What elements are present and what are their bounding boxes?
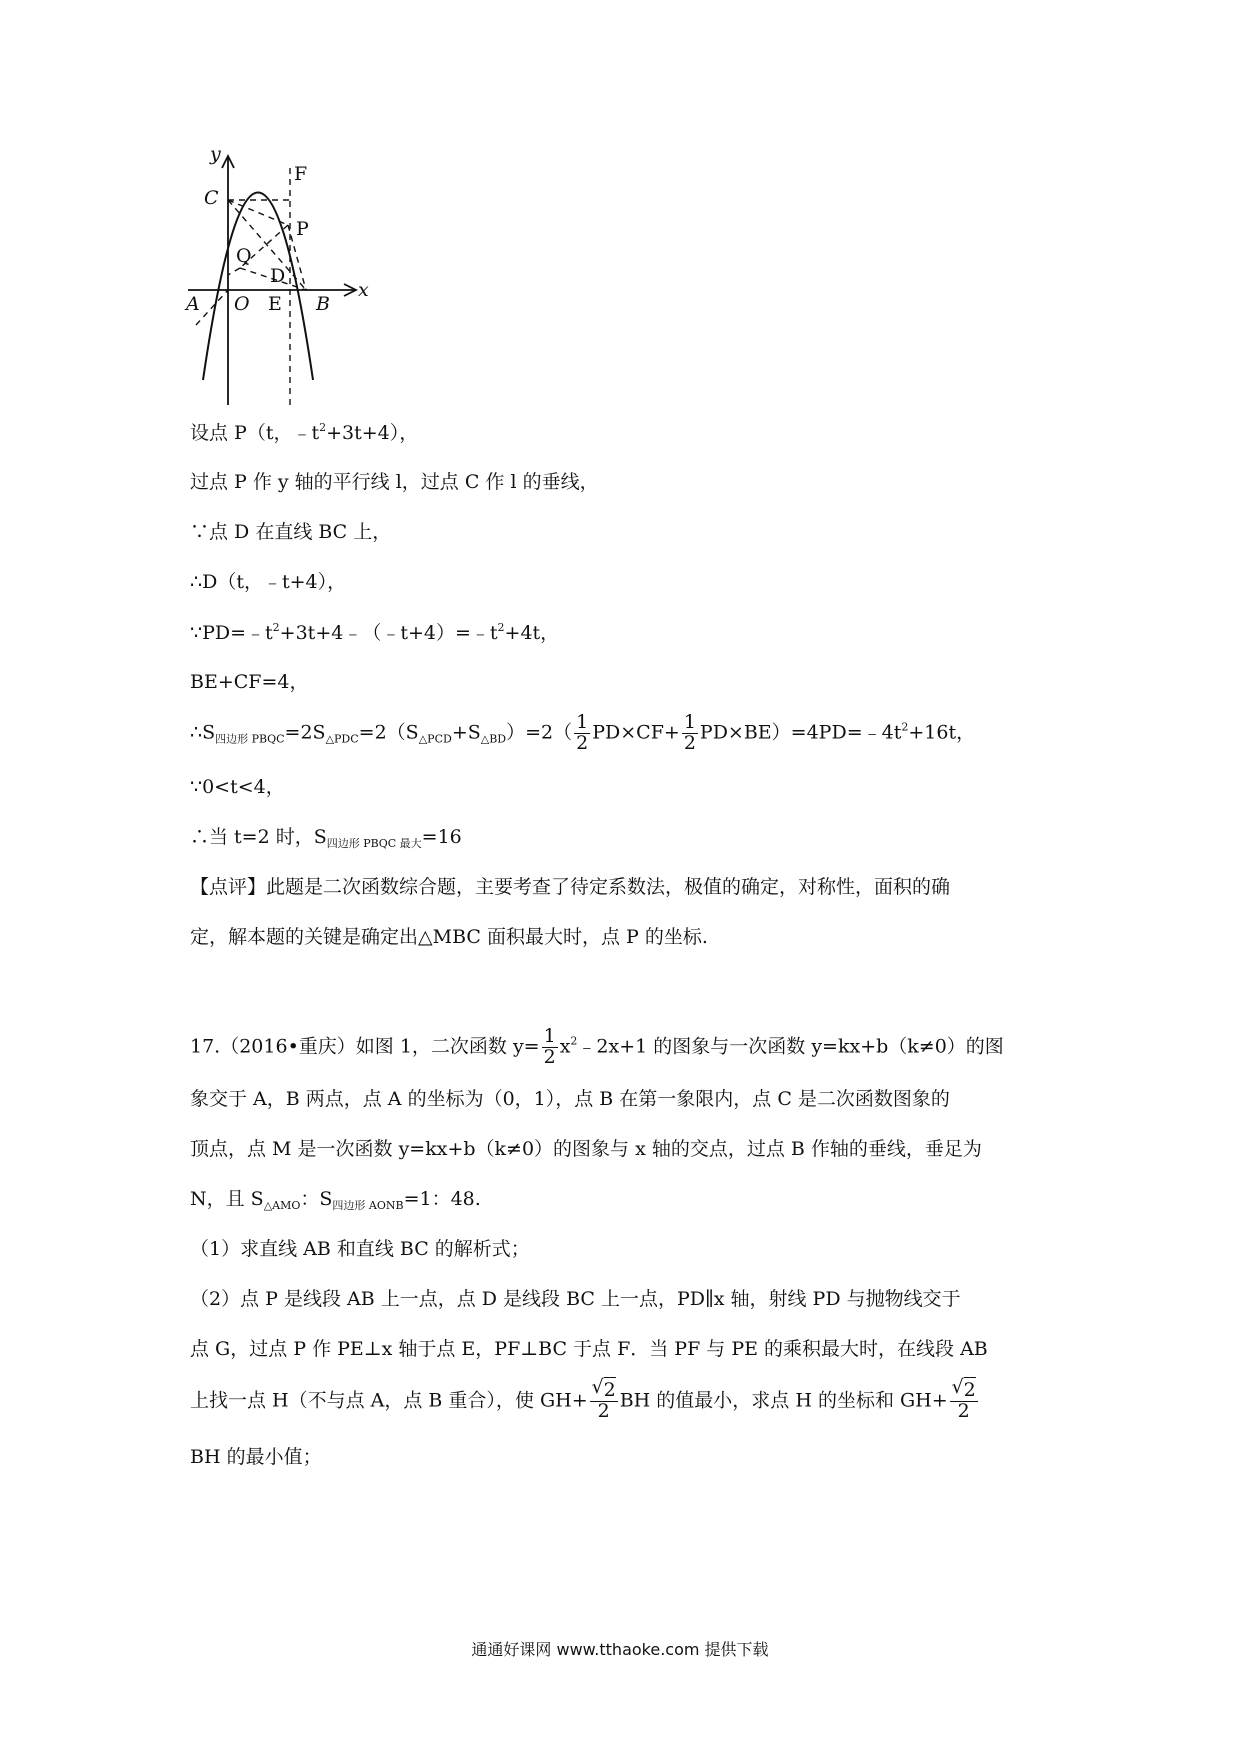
label-y: y (210, 143, 221, 165)
solution-line-2: 过点 P 作 y 轴的平行线 l，过点 C 作 l 的垂线， (190, 471, 599, 493)
dashed-line-Q (228, 268, 240, 275)
solution-line-6: BE+CF=4， (190, 671, 309, 693)
label-B: B (316, 293, 330, 315)
label-A: A (186, 293, 200, 315)
fraction-sqrt2-over-2: √ 2 2 (591, 1376, 616, 1422)
solution-line-9: ∴当 t=2 时，$S_{四边形 PBQC 最大}=16$ (190, 826, 462, 850)
parabola-figure (186, 143, 418, 410)
solution-line-4: ∴D（t，﹣t+4）， (190, 571, 347, 593)
solution-line-5: $\because PD=﹣t^2+3t+4﹣(﹣t+4)=﹣t^2+4t$， (190, 621, 560, 644)
label-F: F (294, 163, 308, 185)
question-2-line-3: 上找一点 H（不与点 A，点 B 重合），使 GH+ √ 2 2 BH 的值最小，求点 H 的坐标和 GH+ √ 2 2 (190, 1376, 976, 1422)
comment-line-1: 【点评】此题是二次函数综合题，主要考查了待定系数法，极值的确定，对称性，面积的确 (190, 876, 951, 898)
question-2-line-1: （2）点 P 是线段 AB 上一点，点 D 是线段 BC 上一点，PD∥x 轴，射线 PD 与抛物线交于 (190, 1288, 961, 1310)
label-x: x (358, 279, 369, 301)
problem17-line-4: N，且 $S_{\triangle AMO}$：$S_{四边形 AONB}=1$：48. (190, 1188, 481, 1212)
label-C: C (204, 187, 219, 209)
comment-line-2: 定，解本题的关键是确定出△MBC 面积最大时，点 P 的坐标. (190, 926, 708, 948)
label-Q: Q (236, 245, 252, 267)
parabola-diagram (186, 143, 418, 410)
solution-line-8: ∵0<t<4， (190, 776, 285, 798)
fraction-half: $\frac{1}{2}$ (543, 1025, 556, 1068)
question-1: （1）求直线 AB 和直线 BC 的解析式； (190, 1238, 530, 1260)
fraction-half: $\frac{1}{2}$ (576, 711, 589, 754)
label-E: E (268, 293, 282, 315)
solution-line-7: $\therefore S_{四边形 PBQC}=2S_{\triangle PDC}=2(S_{\triangle PCD}+S_{\triangle BD})=2$（ $\frac{1}{2}$ PD×CF+ $\frac{1}{2}$ $PD\times BE)=4PD=﹣4t^2+16t$， (190, 711, 976, 754)
fraction-sqrt2-over-2: √ 2 2 (951, 1376, 976, 1422)
question-2-line-4: BH 的最小值； (190, 1446, 322, 1468)
fraction-half: $\frac{1}{2}$ (683, 711, 696, 754)
problem17-line-3: 顶点，点 M 是一次函数 y=kx+b（k≠0）的图象与 x 轴的交点，过点 B 作轴的垂线，垂足为 (190, 1138, 982, 1160)
page-footer: 通通好课网 www.tthaoke.com 提供下载 (471, 1640, 769, 1659)
solution-line-3: ∵点 D 在直线 BC 上， (190, 521, 392, 543)
problem17-line-1: 17.（2016•重庆）如图 1，二次函数 y= $\frac{1}{2}$ $x^2﹣2x+1$ 的图象与一次函数 y=kx+b（k≠0）的图 (190, 1025, 1004, 1068)
solution-line-1: 设点 P（t，$﹣t^2+3t+4$）， (190, 421, 419, 444)
label-P: P (296, 218, 309, 240)
question-2-line-2: 点 G，过点 P 作 PE⊥x 轴于点 E，PF⊥BC 于点 F．当 PF 与 PE 的乘积最大时，在线段 AB (190, 1338, 988, 1360)
label-D: D (270, 265, 286, 287)
problem17-line-2: 象交于 A，B 两点，点 A 的坐标为（0，1），点 B 在第一象限内，点 C 是二次函数图象的 (190, 1088, 950, 1110)
label-O: O (234, 293, 250, 315)
